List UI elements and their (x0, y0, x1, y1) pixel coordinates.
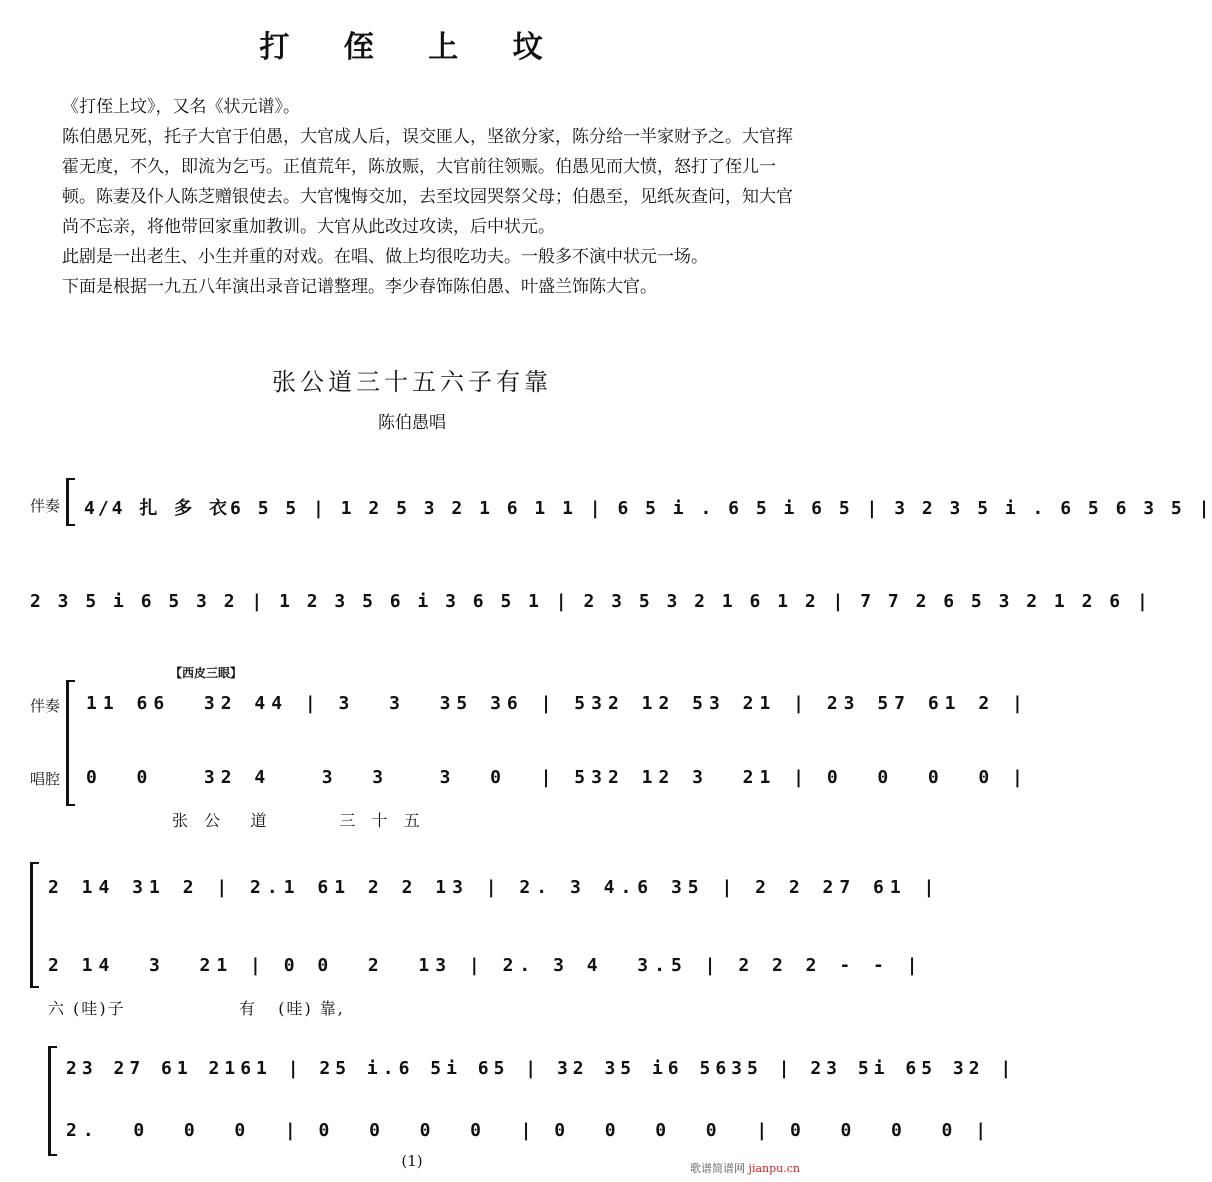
intro-plot: 陈伯愚兄死，托子大官于伯愚，大官成人后，误交匪人，坚欲分家，陈分给一半家财予之。大官挥霍无度，不久，即流为乞丐。正值荒年，陈放赈，大官前往领赈。伯愚见而大愤，怒打了侄儿一顿。陈妻及仆人陈芝赠银使去。大官愧悔交加，去至坟园哭祭父母；伯愚至，见纸灰查问，知大官尚不忘亲，将他带回家重加教训。大官从此改过攻读，后中状元。 (62, 127, 793, 237)
intro-source: 下面是根据一九五八年演出录音记谱整理。李少春饰陈伯愚、叶盛兰饰陈大官。 (62, 277, 657, 297)
intro-text (62, 92, 802, 302)
accomp-line-3: 11 66 32 44 | 3 3 35 36 | 532 12 53 21 | 23 57 61 2 | (86, 693, 1029, 714)
system-bracket (48, 1046, 57, 1156)
system-bracket (66, 478, 75, 526)
accomp-line-1: 4/4 扎 多 衣6 5 5 | 1 2 5 3 2 1 6 1 1 | 6 5 i . 6 5 i 6 5 | 3 2 3 5 i . 6 5 6 3 5 | (84, 498, 1212, 519)
watermark-text: 歌谱简谱网 (690, 1162, 746, 1175)
system-bracket (66, 680, 75, 806)
intro-alias: 《打侄上坟》，又名《状元谱》。 (62, 97, 300, 117)
vocal-line-3: 0 0 32 4 3 3 3 0 | 532 12 3 21 | 0 0 0 0 | (86, 767, 1029, 788)
accomp-line-5: 23 27 61 2161 | 25 i.6 5i 65 | 32 35 i6 5635 | 23 5i 65 32 | (66, 1058, 1017, 1079)
vocal-line-5: 2. 0 0 0 | 0 0 0 0 | 0 0 0 0 | 0 0 0 0 | (66, 1120, 993, 1141)
song-title: 张公道三十五六子有靠 (272, 368, 552, 396)
lyrics-line-1: 张 公 道 三 十 五 (172, 811, 422, 830)
lyrics-line-2: 六 (哇)子 有 (哇) 靠, (48, 999, 345, 1018)
accomp-label: 伴奏 (30, 497, 61, 515)
accomp-line-2: 2 3 5 i 6 5 3 2 | 1 2 3 5 6 i 3 6 5 1 | 2 3 5 3 2 1 6 1 2 | 7 7 2 6 5 3 2 1 2 6 | (30, 591, 1151, 612)
vocal-line-4: 2 14 3 21 | 0 0 2 13 | 2. 3 4 3.5 | 2 2 2 - - | (48, 955, 924, 976)
accomp-line-4: 2 14 31 2 | 2.1 61 2 2 13 | 2. 3 4.6 35 | 2 2 27 61 | (48, 877, 941, 898)
intro-note: 此剧是一出老生、小生并重的对戏。在唱、做上均很吃功夫。一般多不演中状元一场。 (62, 247, 708, 267)
song-singer: 陈伯愚唱 (378, 413, 446, 433)
accomp-label: 伴奏 (30, 697, 61, 715)
page-title: 打 侄 上 坟 (259, 30, 565, 65)
page-number: (1) (401, 1152, 423, 1170)
system-bracket (30, 862, 39, 988)
watermark-url: jianpu.cn (748, 1162, 800, 1175)
watermark (690, 1160, 800, 1176)
vocal-label: 唱腔 (30, 770, 61, 788)
section-tag: 【西皮三眼】 (170, 666, 243, 680)
